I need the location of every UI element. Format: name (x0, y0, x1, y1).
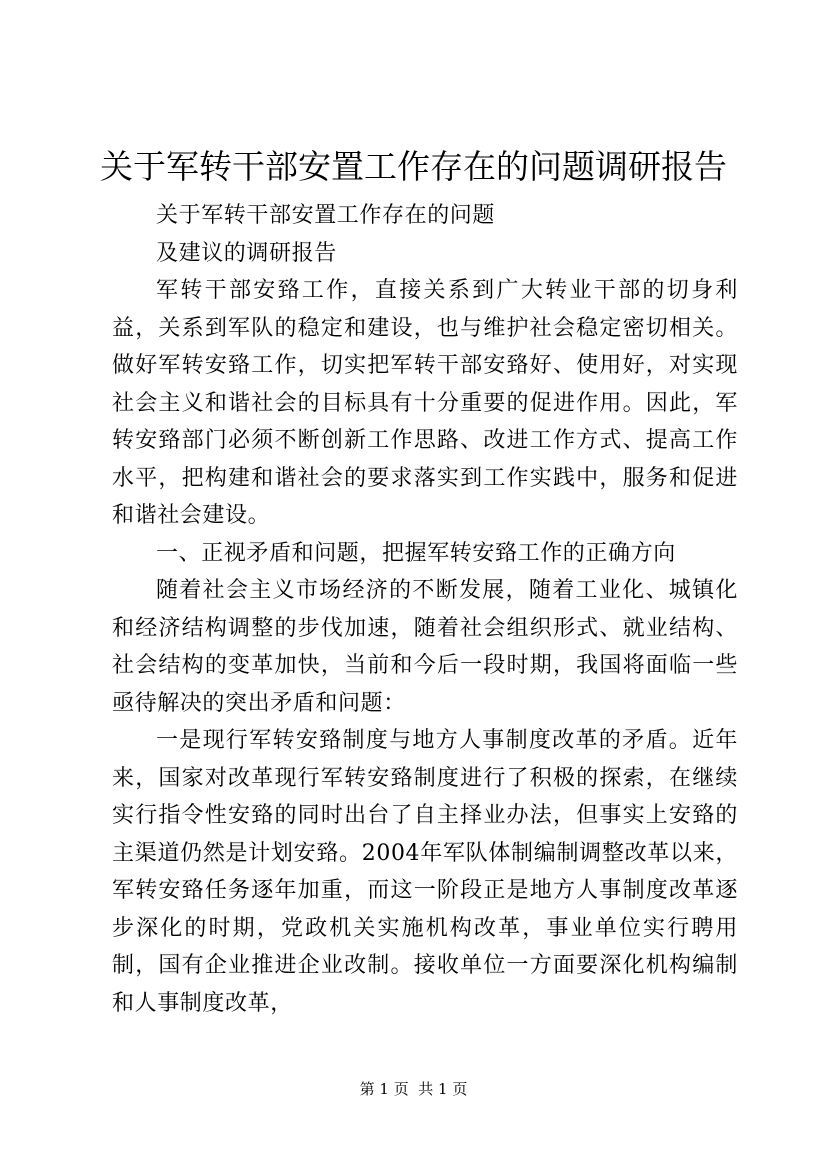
document-title: 关于军转干部安置工作存在的问题调研报告 (100, 147, 727, 186)
section-heading-1: 一、正视矛盾和问题，把握军转安臵工作的正确方向 (156, 540, 676, 566)
document-body (112, 197, 738, 1022)
paragraph-intro: 军转干部安臵工作，直接关系到广大转业干部的切身利益，关系到军队的稳定和建设，也与维护社会稳定密切相关。做好军转安臵工作，切实把军转干部安臵好、使用好，对实现社会主义和谐社会的目标具有十分重要的促进作用。因此，军转安臵部门必须不断创新工作思路、改进工作方式、提高工作水平，把构建和谐社会的要求落实到工作实践中，服务和促进和谐社会建设。 (112, 278, 738, 528)
subtitle-line-1: 关于军转干部安置工作存在的问题 (156, 203, 496, 228)
paragraph-background: 随着社会主义市场经济的不断发展，随着工业化、城镇化和经济结构调整的步伐加速，随着社会组织形式、就业结构、社会结构的变革加快，当前和今后一段时期，我国将面临一些亟待解决的突出矛盾和问题： (112, 578, 738, 716)
subtitle-line-2: 及建议的调研报告 (156, 240, 337, 266)
paragraph-issue-1: 一是现行军转安臵制度与地方人事制度改革的矛盾。近年来，国家对改革现行军转安臵制度进行了积极的探索，在继续实行指令性安臵的同时出台了自主择业办法，但事实上安臵的主渠道仍然是计划安臵。2004年军队体制编制调整改革以来，军转安臵任务逐年加重，而这一阶段正是地方人事制度改革逐步深化的时期，党政机关实施机构改革，事业单位实行聘用制，国有企业推进企业改制。接收单位一方面要深化机构编制和人事制度改革， (112, 728, 738, 1016)
page-footer: 第 1 页 共 1 页 (359, 1080, 468, 1098)
